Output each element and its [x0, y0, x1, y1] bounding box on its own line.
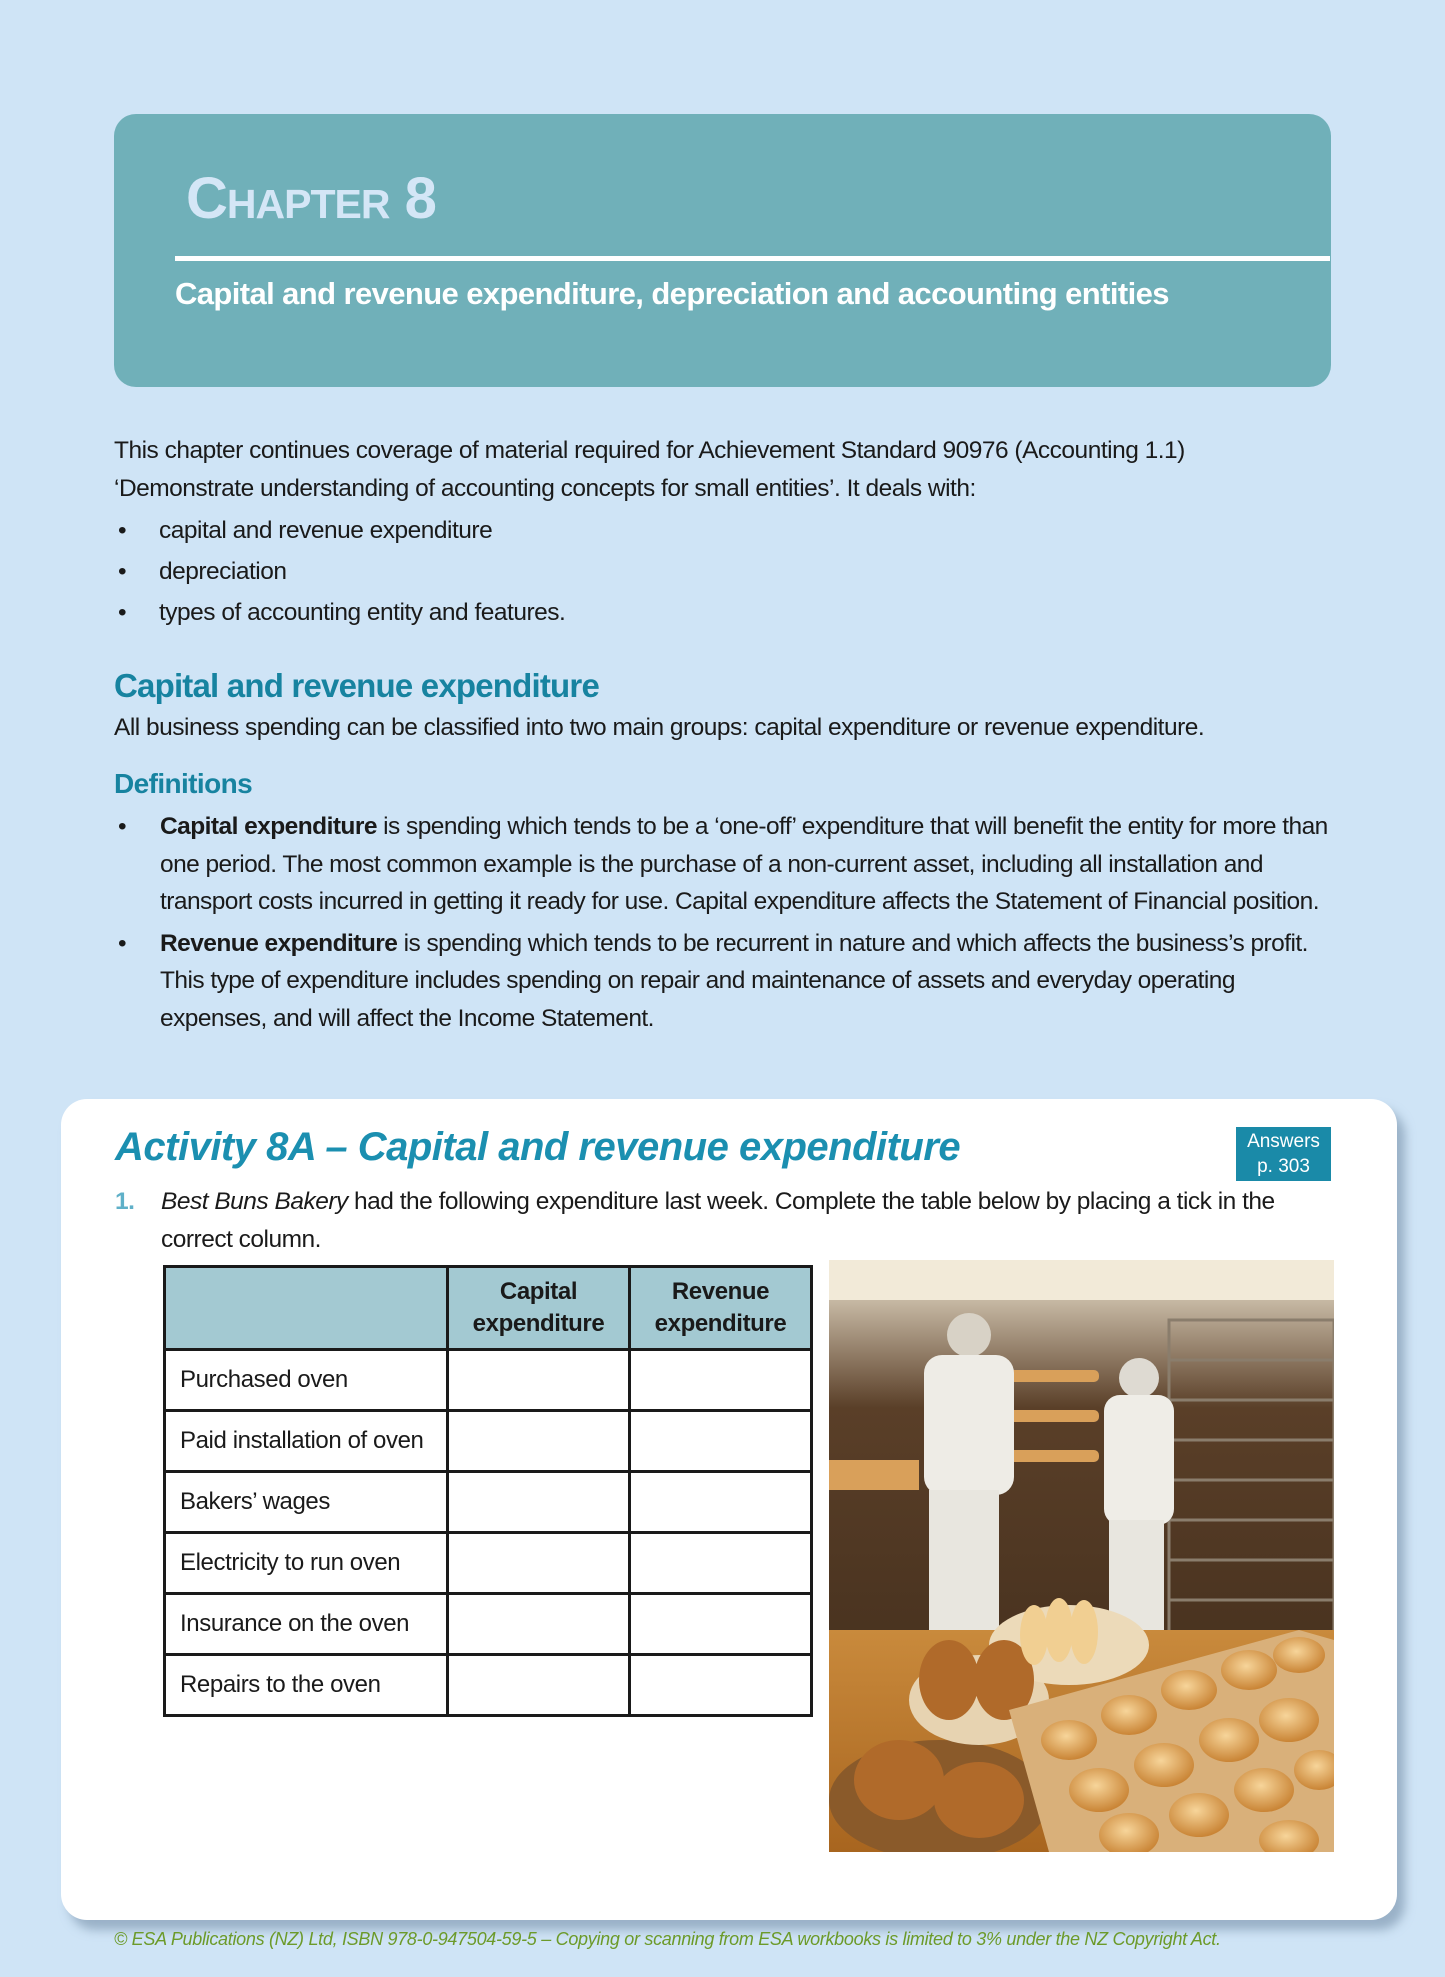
revenue-tick-cell[interactable]	[630, 1472, 812, 1533]
revenue-tick-cell[interactable]	[630, 1411, 812, 1472]
row-item: Repairs to the oven	[165, 1655, 448, 1716]
copyright-footer: © ESA Publications (NZ) Ltd, ISBN 978-0-947504-59-5 – Copying or scanning from ESA workbooks is limited to 3% under the NZ Copyright Act.	[114, 1929, 1221, 1949]
chapter-subtitle: Capital and revenue expenditure, depreciation and accounting entities	[175, 276, 1169, 311]
bakery-photo-illustration	[829, 1260, 1334, 1852]
table-row	[165, 1655, 812, 1716]
row-item: Insurance on the oven	[165, 1594, 448, 1655]
table-row	[165, 1472, 812, 1533]
answers-badge[interactable]	[1236, 1127, 1331, 1181]
row-item: Purchased oven	[165, 1350, 448, 1411]
bullet-icon: •	[118, 929, 127, 957]
revenue-tick-cell[interactable]	[630, 1655, 812, 1716]
bullet-icon: •	[118, 599, 127, 626]
business-name: Best Buns Bakery	[161, 1188, 348, 1215]
table-row	[165, 1411, 812, 1472]
bullet-icon: •	[118, 517, 127, 544]
chapter-divider	[175, 256, 1330, 261]
table-row	[165, 1594, 812, 1655]
question-text: had the following expenditure last week. Complete the table below by placing a tick in the correct column.	[161, 1188, 1275, 1253]
capital-tick-cell[interactable]	[448, 1655, 630, 1716]
capital-tick-cell[interactable]	[448, 1533, 630, 1594]
row-item: Electricity to run oven	[165, 1533, 448, 1594]
definition-text: is spending which tends to be recurrent in nature and which affects the business’s profit. This type of expenditure includes spending on repair and maintenance of assets and everyday operating expenses, and will affect the Income Statement.	[160, 929, 1308, 1032]
revenue-tick-cell[interactable]	[630, 1533, 812, 1594]
list-item-text: depreciation	[159, 558, 287, 585]
bullet-icon: •	[118, 813, 127, 840]
list-item	[114, 592, 1314, 633]
question-1	[115, 1183, 1345, 1259]
capital-tick-cell[interactable]	[448, 1472, 630, 1533]
definition-term: Revenue expenditure	[160, 929, 398, 957]
answers-page: p. 303	[1257, 1156, 1310, 1177]
chapter-intro	[114, 432, 1314, 633]
definition-text: is spending which tends to be a ‘one-off’ expenditure that will benefit the entity for more than one period. The most common example is the purchase of a non-current asset, including all installation and transport costs incurred in getting it ready for use. Capital expenditure affects the Statement of Financial position.	[160, 813, 1328, 915]
chapter-title: Chapter 8	[186, 166, 436, 231]
definitions-list	[114, 808, 1329, 1041]
question-number: 1.	[115, 1188, 135, 1215]
activity-title: Activity 8A – Capital and revenue expenditure	[115, 1125, 961, 1169]
section-lead: All business spending can be classified into two main groups: capital expenditure or revenue expenditure.	[114, 714, 1205, 741]
bakery-photo	[829, 1260, 1334, 1852]
intro-topic-list	[114, 510, 1314, 633]
table-row	[165, 1533, 812, 1594]
row-item: Bakers’ wages	[165, 1472, 448, 1533]
header-revenue: Revenue expenditure	[630, 1267, 812, 1350]
definition-term: Capital expenditure	[160, 813, 377, 840]
capital-tick-cell[interactable]	[448, 1350, 630, 1411]
section-heading: Capital and revenue expenditure	[114, 667, 600, 704]
header-item	[165, 1267, 448, 1350]
list-item	[114, 510, 1314, 551]
definitions-heading: Definitions	[114, 768, 253, 799]
chapter-header-box	[114, 114, 1331, 387]
revenue-tick-cell[interactable]	[630, 1594, 812, 1655]
revenue-tick-cell[interactable]	[630, 1350, 812, 1411]
intro-paragraph: This chapter continues coverage of material required for Achievement Standard 90976 (Accounting 1.1) ‘Demonstrate understanding of accounting concepts for small entities’. It deals with:	[114, 437, 1185, 502]
capital-tick-cell[interactable]	[448, 1411, 630, 1472]
table-row	[165, 1350, 812, 1411]
list-item	[114, 551, 1314, 592]
capital-tick-cell[interactable]	[448, 1594, 630, 1655]
answers-label: Answers	[1247, 1131, 1320, 1152]
definition-revenue	[114, 925, 1329, 1038]
header-capital: Capital expenditure	[448, 1267, 630, 1350]
list-item-text: capital and revenue expenditure	[159, 517, 493, 544]
list-item-text: types of accounting entity and features.	[159, 599, 566, 626]
bullet-icon: •	[118, 558, 127, 585]
row-item: Paid installation of oven	[165, 1411, 448, 1472]
definition-capital	[114, 808, 1329, 921]
activity-panel	[61, 1099, 1397, 1920]
expenditure-table	[163, 1265, 813, 1717]
table-header-row	[165, 1267, 812, 1350]
